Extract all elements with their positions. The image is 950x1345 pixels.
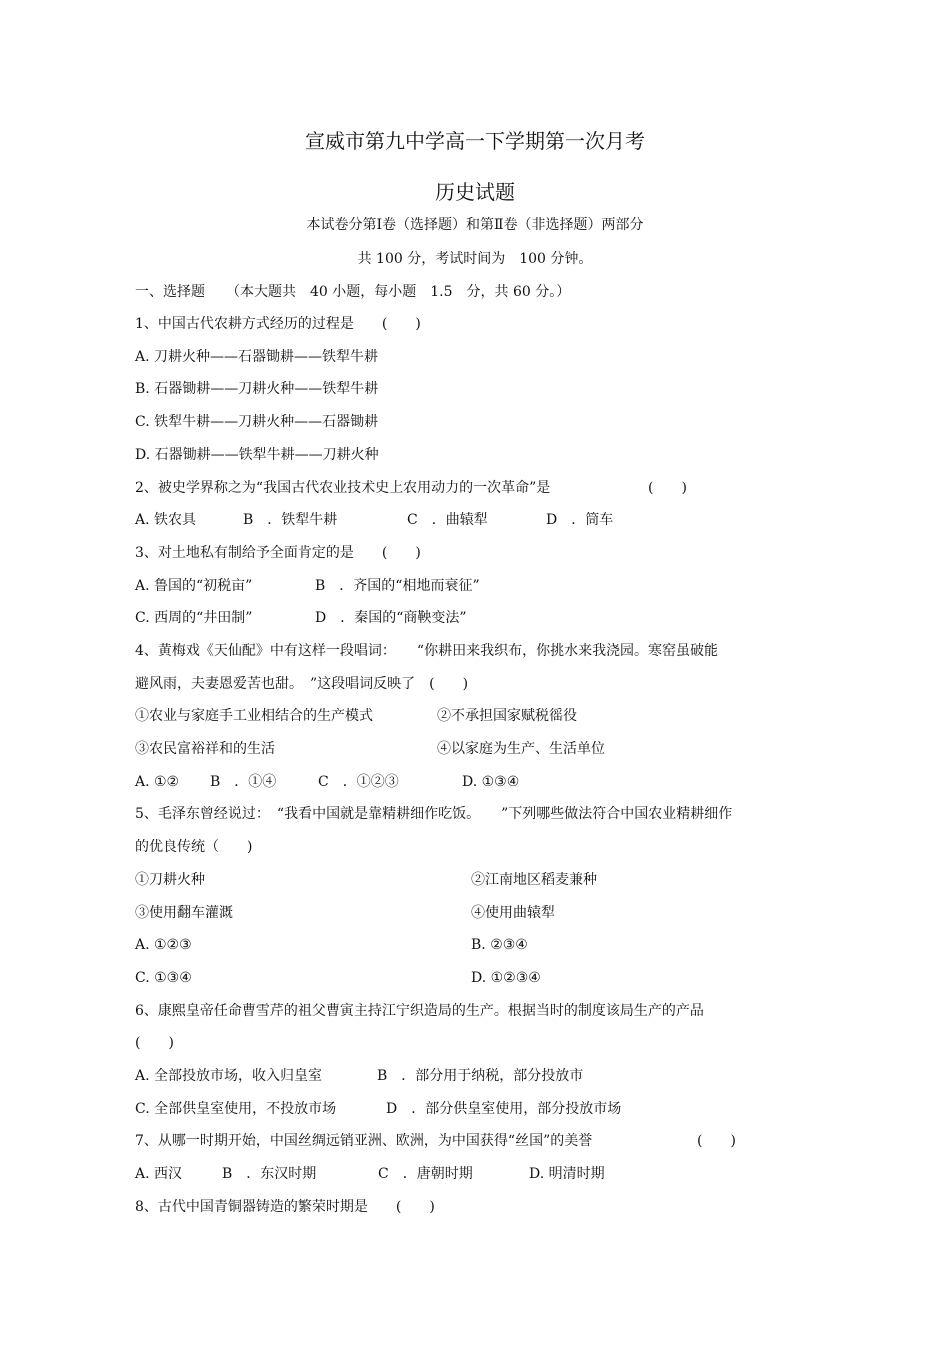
- q7-option-a: A. 西汉: [135, 1166, 183, 1182]
- q3-option-c: C. 西周的“井田制”: [135, 610, 253, 626]
- q4-statement-2: ②不承担国家赋税徭役: [437, 708, 577, 724]
- q3-option-b: B ．齐国的“相地而衰征”: [315, 578, 480, 594]
- q7-option-d: D. 明清时期: [529, 1166, 605, 1182]
- q4-stem-line-1: 4、黄梅戏《天仙配》中有这样一段唱词： “你耕田来我织布，你挑水来我浇园。寒窑虽破能: [135, 643, 719, 659]
- q2-stem: 2、被史学界称之为“我国古代农业技术史上农用动力的一次革命”是: [135, 480, 551, 496]
- q4-option-a: A. ①②: [135, 774, 180, 790]
- q5-statement-3: ③使用翻车灌溉: [135, 905, 233, 921]
- q5-option-c: C. ①③④: [135, 970, 192, 986]
- q6-option-c: C. 全部供皇室使用，不投放市场: [135, 1101, 337, 1117]
- q3-option-a: A. 鲁国的“初税亩”: [135, 578, 253, 594]
- q6-option-d: D ．部分供皇室使用，部分投放市场: [386, 1101, 622, 1117]
- subject-title: 历史试题: [435, 180, 515, 204]
- q7-stem: 7、从哪一时期开始，中国丝绸远销亚洲、欧洲，为中国获得“丝国”的美誉: [135, 1133, 593, 1149]
- q5-statement-1: ①刀耕火种: [135, 872, 205, 888]
- exam-note-line-1: 本试卷分第Ⅰ卷（选择题）和第Ⅱ卷（非选择题）两部分: [306, 217, 644, 233]
- q1-option-b: B. 石器锄耕——刀耕火种——铁犁牛耕: [135, 381, 379, 397]
- q6-stem-line-2: ( ): [135, 1035, 174, 1051]
- q6-option-b: B ．部分用于纳税，部分投放市: [377, 1068, 584, 1084]
- q2-answer-paren: ( ): [648, 480, 687, 496]
- q4-option-d: D. ①③④: [462, 774, 520, 790]
- q4-statement-1: ①农业与家庭手工业相结合的生产模式: [135, 708, 373, 724]
- q5-statement-2: ②江南地区稻麦兼种: [471, 872, 597, 888]
- q4-statement-3: ③农民富裕祥和的生活: [135, 741, 275, 757]
- q2-option-d: D ．筒车: [546, 512, 614, 528]
- q2-option-a: A. 铁农具: [135, 512, 197, 528]
- q2-option-c: C ．曲辕犁: [407, 512, 488, 528]
- q8-stem: 8、古代中国青铜器铸造的繁荣时期是 ( ): [135, 1199, 435, 1215]
- exam-note-line-2: 共 100 分，考试时间为 100 分钟。: [357, 251, 593, 267]
- q2-option-b: B ．铁犁牛耕: [243, 512, 338, 528]
- q5-statement-4: ④使用曲辕犁: [471, 905, 555, 921]
- q5-stem-line-1: 5、毛泽东曾经说过： “我看中国就是靠精耕细作吃饭。 ”下列哪些做法符合中国农业精耕细作: [135, 806, 733, 822]
- q4-statement-4: ④以家庭为生产、生活单位: [437, 741, 605, 757]
- q6-stem-line-1: 6、康熙皇帝任命曹雪芹的祖父曹寅主持江宁织造局的生产。根据当时的制度该局生产的产品: [135, 1003, 704, 1019]
- q5-option-b: B. ②③④: [471, 937, 528, 953]
- q4-option-b: B ．①④: [210, 774, 277, 790]
- section-heading: 一、选择题 （本大题共 40 小题，每小题 1.5 分，共 60 分。）: [135, 284, 571, 300]
- exam-title: 宣威市第九中学高一下学期第一次月考: [305, 129, 645, 153]
- q4-stem-line-2: 避风雨，夫妻恩爱苦也甜。 ”这段唱词反映了 ( ): [135, 676, 469, 692]
- q7-option-c: C ．唐朝时期: [378, 1166, 473, 1182]
- q5-option-a: A. ①②③: [135, 937, 192, 953]
- q3-option-d: D ．秦国的“商鞅变法”: [315, 610, 467, 626]
- q5-stem-line-2: 的优良传统（ ): [135, 839, 253, 855]
- q1-option-a: A. 刀耕火种——石器锄耕——铁犁牛耕: [135, 349, 379, 365]
- q4-option-c: C ．①②③: [318, 774, 399, 790]
- q5-option-d: D. ①②③④: [471, 970, 541, 986]
- q1-stem: 1、中国古代农耕方式经历的过程是 ( ): [135, 316, 421, 332]
- q7-option-b: B ．东汉时期: [222, 1166, 317, 1182]
- q6-option-a: A. 全部投放市场，收入归皇室: [135, 1068, 323, 1084]
- q7-answer-paren: ( ): [697, 1133, 736, 1149]
- q3-stem: 3、对土地私有制给予全面肯定的是 ( ): [135, 545, 421, 561]
- q1-option-c: C. 铁犁牛耕——刀耕火种——石器锄耕: [135, 414, 379, 430]
- q1-option-d: D. 石器锄耕——铁犁牛耕——刀耕火种: [135, 447, 379, 463]
